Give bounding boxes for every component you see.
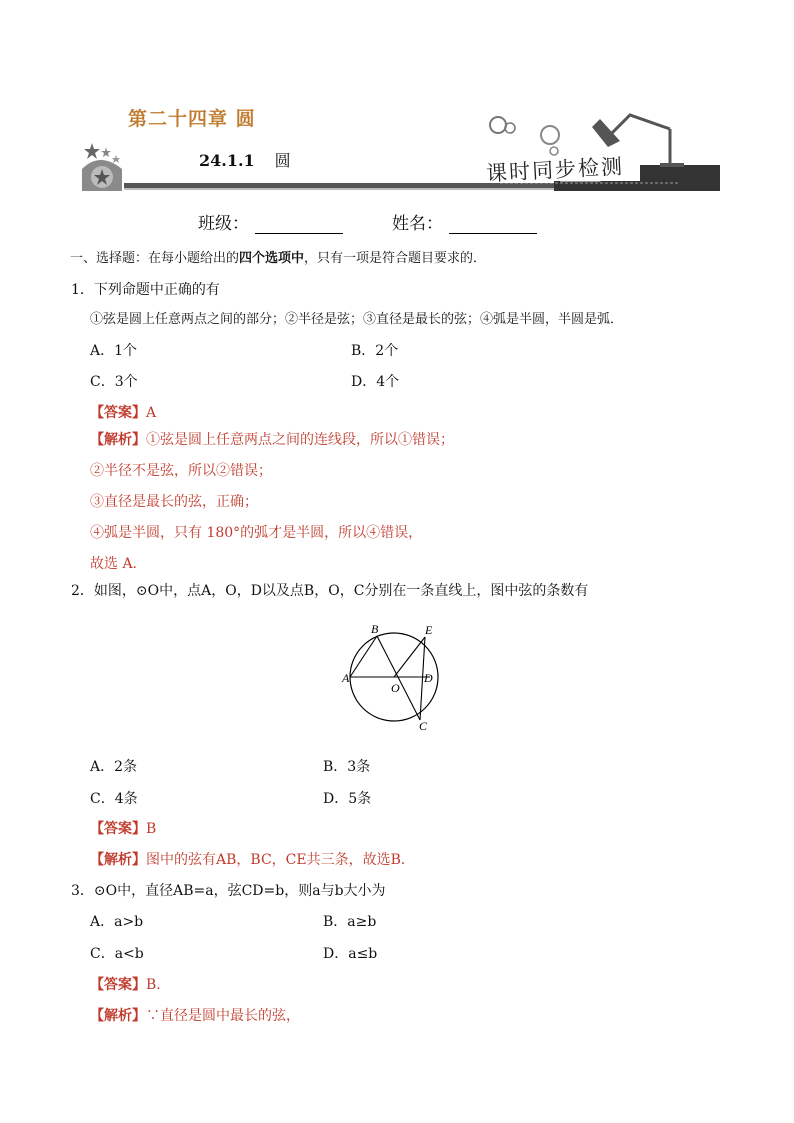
q2-answer: 【答案】B [90,821,157,837]
name-blank[interactable] [449,217,537,234]
q1-statement: ①弦是圆上任意两点之间的部分；②半径是弦；③直径是最长的弦；④弧是半圆，半圆是弧． [90,312,624,327]
bubble-icon [541,126,559,144]
q3-option-d: D．a≤b [323,946,378,962]
q3-option-c: C．a<b [90,946,144,962]
class-blank[interactable] [255,217,343,234]
q1-analysis-3: ③直径是最长的弦，正确； [90,494,258,510]
circle-figure [340,620,450,735]
chord-bc [377,636,420,720]
q3-option-b: B．a≥b [323,914,377,930]
star-icon [112,155,120,163]
class-field[interactable] [198,209,343,234]
q1-answer: 【答案】A [90,405,157,421]
label-b: B [371,622,379,636]
bubble-icon [505,123,515,133]
q3-answer: 【答案】B. [90,977,161,993]
chord-ab [350,636,377,677]
star-icon [101,147,111,157]
q3-option-a: A．a>b [90,914,144,930]
part-heading: 一、选择题：在每小题给出的四个选项中，只有一项是符合题目要求的． [70,251,487,266]
q2-analysis: 【解析】图中的弦有AB，BC，CE共三条，故选B． [90,852,415,868]
q1-analysis-5: 故选 A． [90,556,147,572]
q1-option-d: D．4个 [351,374,400,390]
q1-analysis-1: 【解析】①弦是圆上任意两点之间的连线段，所以①错误； [90,432,454,448]
name-field[interactable] [392,209,537,234]
name-label: 姓名： [392,214,443,234]
label-e: E [425,623,433,637]
q2-option-d: D．5条 [323,791,372,807]
chapter-title: 第二十四章 圆 [128,108,256,130]
q3-analysis: 【解析】∵直径是圆中最长的弦， [90,1008,300,1024]
label-c: C [419,719,428,733]
brand-title: 课时同步检测 [485,154,625,186]
q2-option-b: B．3条 [323,759,371,775]
q2-stem: 2．如图，⊙O中，点A，O，D以及点B，O，C分别在一条直线上，图中弦的条数有 [71,583,589,599]
section-title: 圆 [274,151,291,170]
q1-stem: 1．下列命题中正确的有 [71,282,220,298]
q3-stem: 3．⊙O中，直径AB=a，弦CD=b，则a与b大小为 [71,883,386,899]
label-d: D [424,671,433,685]
q1-option-c: C．3个 [90,374,138,390]
q2-option-a: A．2条 [90,759,138,775]
q2-option-c: C．4条 [90,791,138,807]
section-heading [199,148,291,171]
q1-option-b: B．2个 [351,343,399,359]
section-number: 24.1.1 [199,151,255,170]
class-label: 班级： [198,214,249,234]
q1-analysis-4: ④弧是半圆，只有 180°的弧才是半圆，所以④错误， [90,525,423,541]
segment-oe [394,637,425,677]
label-a: A [342,671,350,685]
star-icon [84,143,100,159]
label-o: O [391,681,400,695]
q1-option-a: A．1个 [90,343,138,359]
bubble-icon [490,117,506,133]
q1-analysis-2: ②半径不是弦，所以②错误； [90,463,272,479]
